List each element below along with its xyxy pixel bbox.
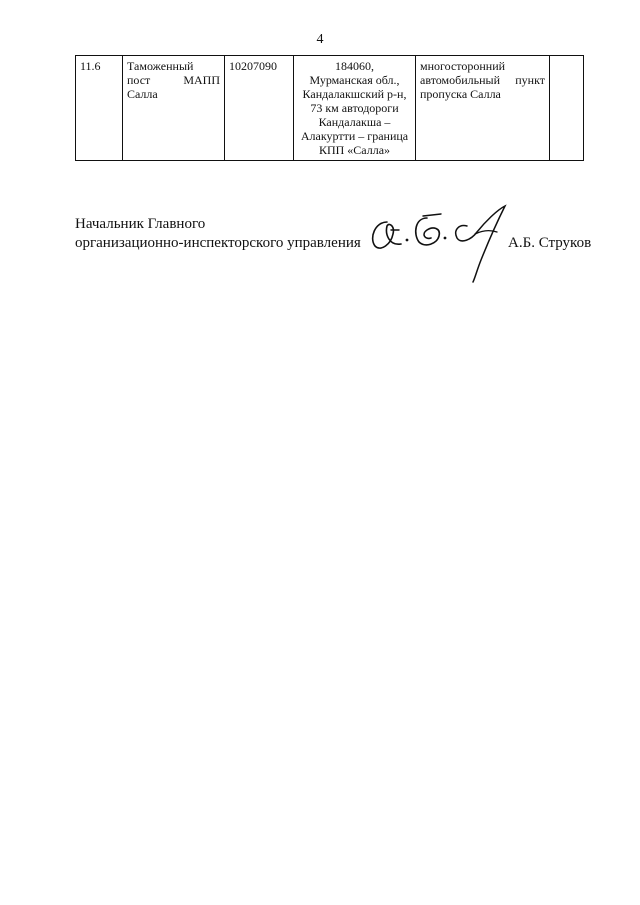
handwritten-signature [365,200,515,285]
signatory-name: А.Б. Струков [508,235,592,251]
table-row [76,56,584,161]
customs-post-name-cell [123,56,225,161]
page-number: 4 [316,32,324,47]
empty-cell [550,56,584,161]
signatory-position-line1: Начальник Главного [75,216,206,232]
customs-post-name-line2 [127,73,220,87]
signatory-position-line2: организационно-инспекторского управления [75,235,361,251]
address-line: Алакуртти – граница [300,129,409,143]
address-line: Кандалакша – [318,115,391,129]
address-line: КПП «Салла» [318,143,391,157]
customs-code-cell [225,56,294,161]
checkpoint-description-cell [416,56,550,161]
row-number: 11.6 [80,59,101,73]
address-line: Мурманская обл., [309,73,400,87]
customs-post-name-line1: Таможенный [127,59,194,73]
address-cell [294,56,416,161]
customs-post-name-word-post: пост [127,73,151,87]
signatory-position [75,215,361,253]
description-line3: пропуска Салла [420,87,501,101]
customs-post-name-word-mapp: МАПП [183,73,220,87]
customs-post-name-line3: Салла [127,87,158,101]
description-line1: многосторонний [420,59,506,73]
description-line2 [420,73,545,87]
customs-code: 10207090 [229,59,277,73]
description-word-point: пункт [515,73,545,87]
row-number-cell [76,56,123,161]
address-line: Кандалакшский р-н, [302,87,407,101]
address-line: 184060, [335,59,374,73]
address-line: 73 км автодороги [310,101,399,115]
checkpoint-table [75,55,584,161]
description-word-automobile: автомобильный [420,73,501,87]
